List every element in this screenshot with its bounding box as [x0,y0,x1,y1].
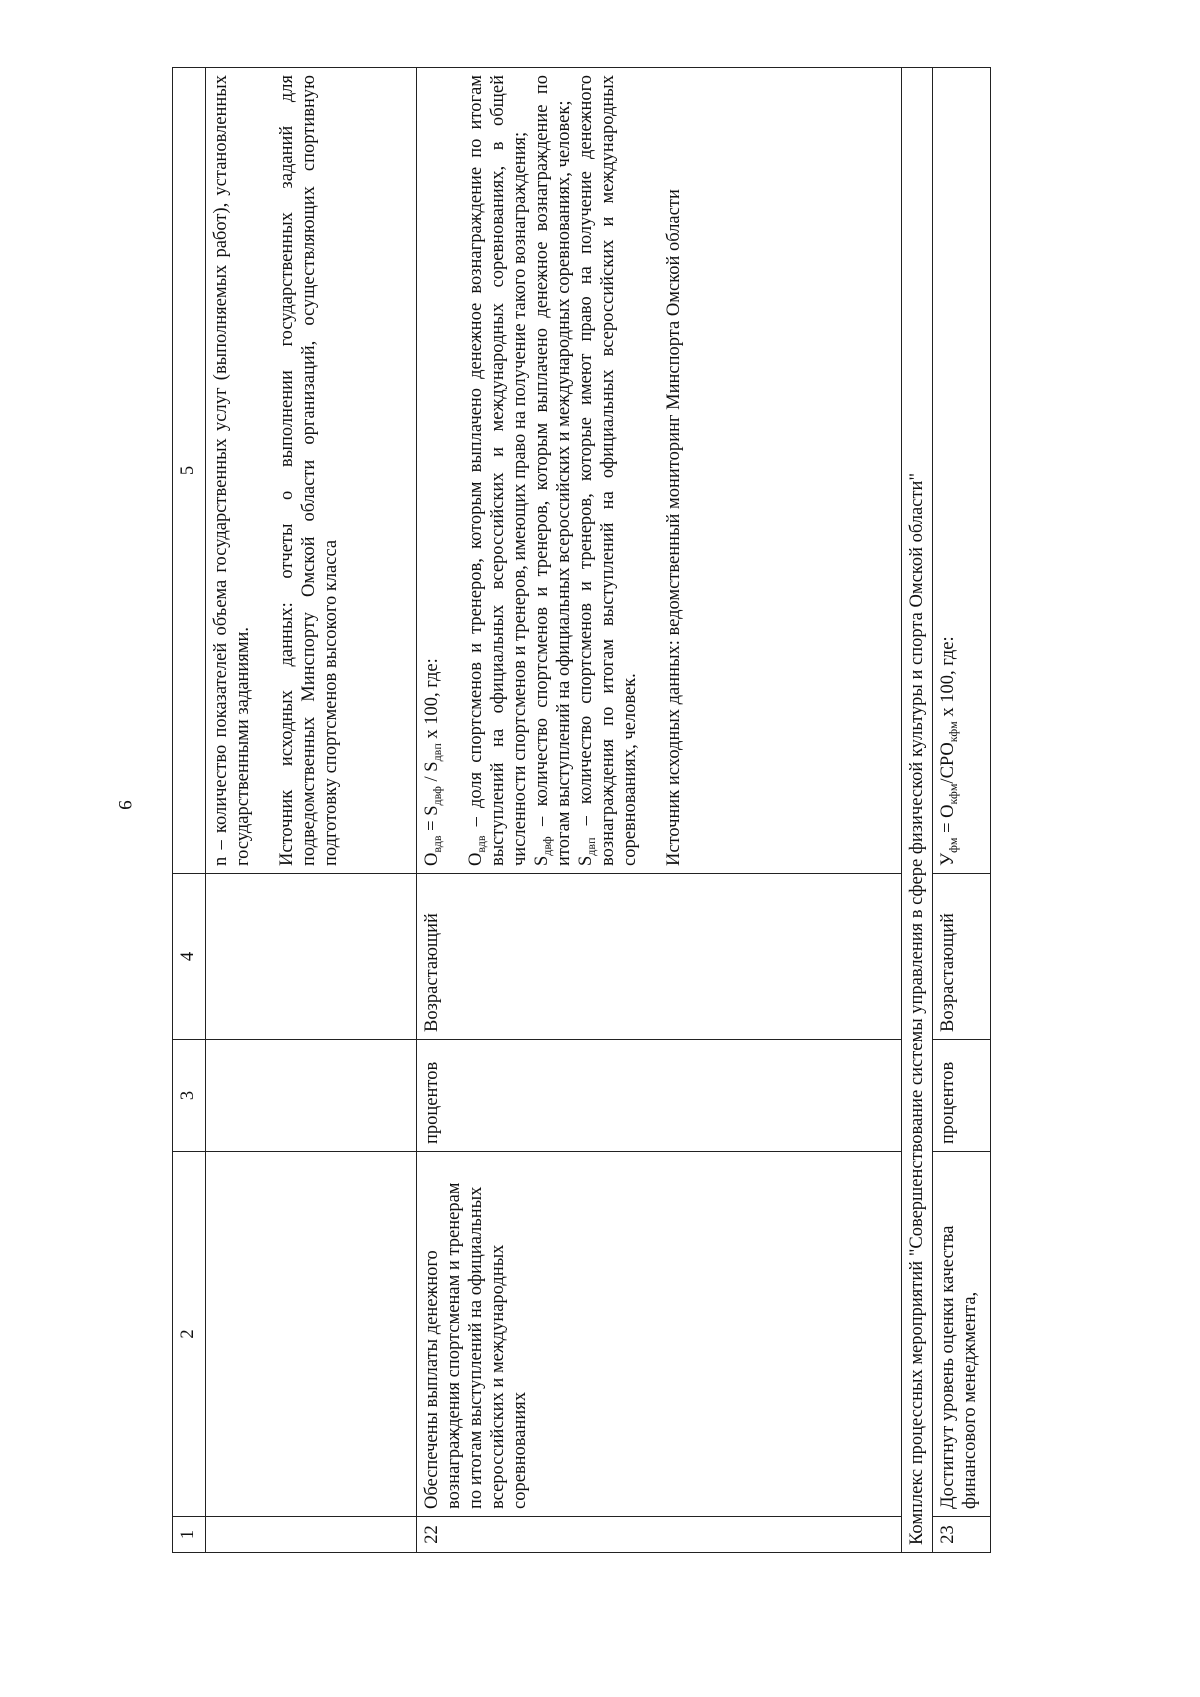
data-source-paragraph: Источник исходных данных: отчеты о выполнении государственных заданий для подведомственных Минспорту Омской области организаций, осуществляющих спортивную подготовку спортсменов высокого класса [277,75,341,866]
cont-trend-cell [206,874,417,1040]
table-header-row [173,68,206,1553]
method-paragraph: n – количество показателей объема государственных услуг (выполняемых работ), установленных государственными заданиями. [211,75,253,866]
row-number: 23 [933,1517,991,1553]
unit-of-measure: процентов [417,1040,902,1152]
indicator-trend: Возрастающий [933,874,991,1040]
formula: $О_{вдв} = S_{двф} / S_{двп}$ х 100, где: [422,658,444,866]
table-row-23 [933,68,991,1553]
rotated-page-content [172,68,1055,1553]
table-row-22 [417,68,902,1553]
row-number: 22 [417,1517,902,1553]
cont-unit-cell [206,1040,417,1152]
unit-of-measure: процентов [933,1040,991,1152]
header-cell-1: 1 [173,1517,206,1553]
indicator-trend: Возрастающий [417,874,902,1040]
definition-s-dvf: $S_{двф}$ – количество спортсменов и тренеров, которым выплачено денежное вознаграждение по итогам выступлений на официальных всероссийских и международных соревнованиях, человек; [532,75,574,866]
cont-method-cell [206,68,417,874]
header-cell-5: 5 [173,68,206,874]
header-cell-3: 3 [173,1040,206,1152]
definition-s-dvp: $S_{двп}$ – количество спортсменов и тренеров, которые имеют право на получение денежного вознаграждения по итогам выступлений на официальных всероссийских и международных соревнованиях, человек. [576,75,640,866]
data-source-paragraph: Источник исходных данных: ведомственный мониторинг Минспорта Омской области [664,189,684,866]
table-row-continued [206,68,417,1553]
formula: $У_{фм} = О_{кфм}/СРО_{кфм}$ х 100, где: [938,636,960,866]
page-number: 9 [114,800,135,810]
calculation-method [417,68,902,874]
indicator-name: Обеспечены выплаты денежного вознаграждения спортсменам и тренерам по итогам выступлений на официальных всероссийских и международных соревнованиях [417,1152,902,1517]
cont-indicator-cell [206,1152,417,1517]
cont-num-cell [206,1517,417,1553]
header-cell-2: 2 [173,1152,206,1517]
definition-o-vdv: $О_{вдв}$ – доля спортсменов и тренеров, которым выплачено денежное вознаграждение по итогам выступлений на официальных всероссийских и международных соревнованиях, в общей численности спортсменов и тренеров, имеющих право на получение такого вознаграждения; [466,75,530,866]
section-title: Комплекс процессных мероприятий "Совершенствование системы управления в сфере физической культуры и спорта Омской области" [902,68,933,1553]
section-header-row [902,68,933,1553]
indicator-name: Достигнут уровень оценки качества финансового менеджмента, [933,1152,991,1517]
calculation-method [933,68,991,874]
indicators-table [172,67,991,1553]
header-cell-4: 4 [173,874,206,1040]
